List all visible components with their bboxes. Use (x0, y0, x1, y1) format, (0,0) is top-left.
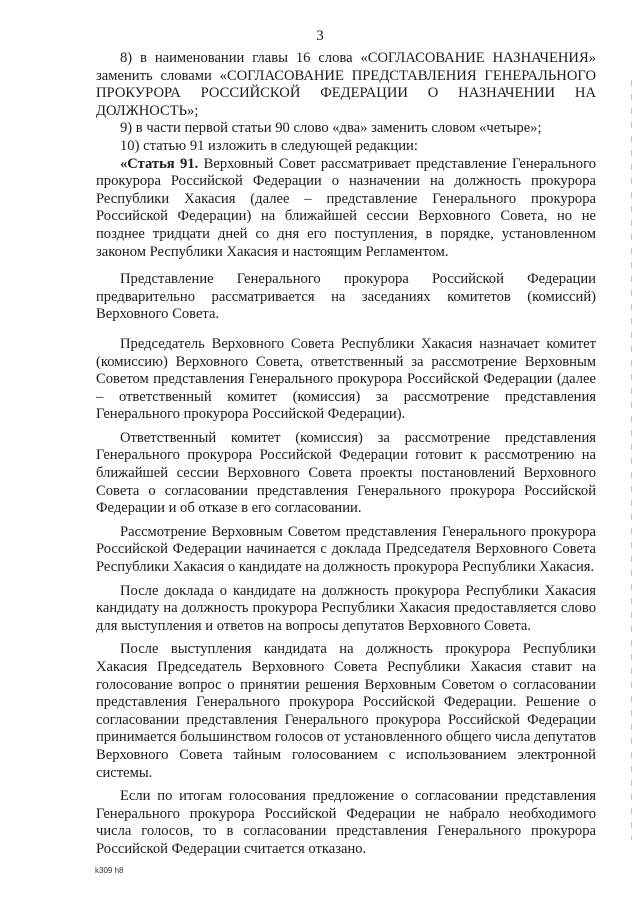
document-body (96, 50, 596, 859)
article-91-paragraph-2: Представление Генерального прокурора Российской Федерации предварительно рассматривается на заседаниях комитетов (комиссий) Верховного Совета. (96, 271, 596, 323)
article-91-paragraph-5: Рассмотрение Верховным Советом представления Генерального прокурора Российской Федерации начинается с доклада Председателя Верховного Совета Республики Хакасия о кандидате на должность прокурора Республики Хакасия. (96, 523, 596, 576)
document-code: k309 h8 (95, 866, 124, 875)
scan-edge-line (631, 80, 632, 840)
amendment-item-10: 10) статью 91 изложить в следующей редакции: (120, 137, 418, 154)
amendment-item-9: 9) в части первой статьи 90 слово «два» заменить словом «четыре»; (120, 120, 542, 137)
article-91-paragraph-4: Ответственный комитет (комиссия) за рассмотрение представления Генерального прокурора Российской Федерации готовит к рассмотрению на ближайшей сессии Верховного Совета проекты постановлений Верховного Совета о согласовании представления Генерального прокурора Российской Федерации и об отказе в его согласовании. (96, 429, 596, 517)
article-heading: «Статья 91. (120, 155, 199, 172)
article-91-paragraph-8: Если по итогам голосования предложение о согласовании представления Генерального прокурора Российской Федерации не набрало необходимого числа голосов, то в согласовании представления Генерального прокурора Российской Федерации считается отказано. (96, 788, 596, 857)
article-91-paragraph-1 (96, 156, 596, 262)
article-91-paragraph-7: После выступления кандидата на должность прокурора Республики Хакасия Председатель Верховного Совета Республики Хакасия ставит на голосование вопрос о принятии решения Верховным Советом о согласовании представления Генерального прокурора Российской Федерации. Решение о согласовании представления Генерального прокурора Российской Федерации принимается большинством голосов от установленного общего числа депутатов Верховного Совета тайным голосованием с использованием электронной системы. (96, 641, 596, 781)
amendment-item-8: 8) в наименовании главы 16 слова «СОГЛАСОВАНИЕ НАЗНАЧЕНИЯ» заменить словами «СОГЛАСОВАНИЕ ПРЕДСТАВЛЕНИЯ ГЕНЕРАЛЬНОГО ПРОКУРОРА РОССИЙСКОЙ ФЕДЕРАЦИИ О НАЗНАЧЕНИИ НА ДОЛЖНОСТЬ»; (96, 50, 596, 119)
article-first-paragraph-text: Верховный Совет рассматривает представление Генерального прокурора Российской Федерации о назначении на должность прокурора Республики Хакасия (далее – представление Генерального прокурора Российской Федерации) на ближайшей сессии Верховного Совета, но не позднее тридцати дней со дня его поступления, в порядке, установленном законом Республики Хакасия и настоящим Регламентом. (96, 155, 596, 260)
page-number: 3 (316, 28, 324, 44)
article-91-paragraph-6: После доклада о кандидате на должность прокурора Республики Хакасия кандидату на должность прокурора Республики Хакасия предоставляется слово для выступления и ответов на вопросы депутатов Верховного Совета. (96, 582, 596, 634)
article-91-paragraph-3: Председатель Верховного Совета Республики Хакасия назначает комитет (комиссию) Верховного Совета, ответственный за рассмотрение Верховным Советом представления Генерального прокурора Российской Федерации (далее – ответственный комитет (комиссия) за рассмотрение представления Генерального прокурора Российской Федерации). (96, 335, 596, 423)
